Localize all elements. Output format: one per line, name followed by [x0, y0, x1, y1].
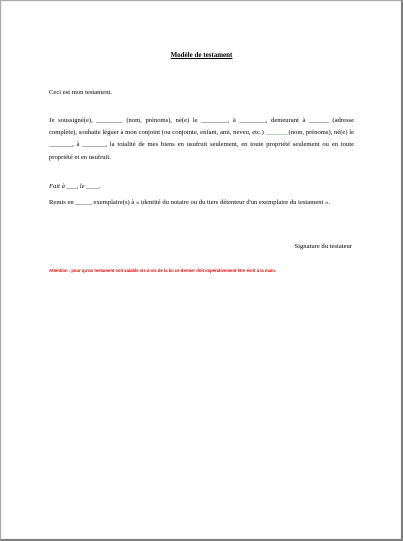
- document-title: Modèle de testament: [170, 51, 233, 59]
- remis-paragraph: Remis en _____ exemplaire(s) à « identité du notaire ou du tiers détenteur d'un exemplaire du testament ».: [49, 199, 330, 206]
- intro-paragraph: Ceci est mon testament.: [49, 89, 112, 96]
- body-paragraph: [49, 115, 354, 164]
- body-text-part1: Je soussigné(e), ________ (nom, prénoms), né(e) le ________, à ________, demeurant à ______ (adresse complète), souhaite léguer à mon conjoint (ou conjointe, enfant, ami, neveu, etc.): [49, 117, 354, 137]
- warning-text: Attention : pour qu'un testament soit valable vis-à-vis de la loi ce dernier doit impérativement être écrit à la main.: [49, 268, 276, 273]
- fait-a-line: Fait à ___, le ____.: [49, 183, 102, 190]
- signature-label: Signature du testateur: [294, 243, 352, 250]
- body-blank: _______: [265, 129, 289, 137]
- body-text-part2: (nom, prénoms), né(e) le _______, à _______, la totalité de mes biens en usufruit seulement, en toute propriété seulement ou en toute propriété et en usufruit.: [49, 129, 354, 161]
